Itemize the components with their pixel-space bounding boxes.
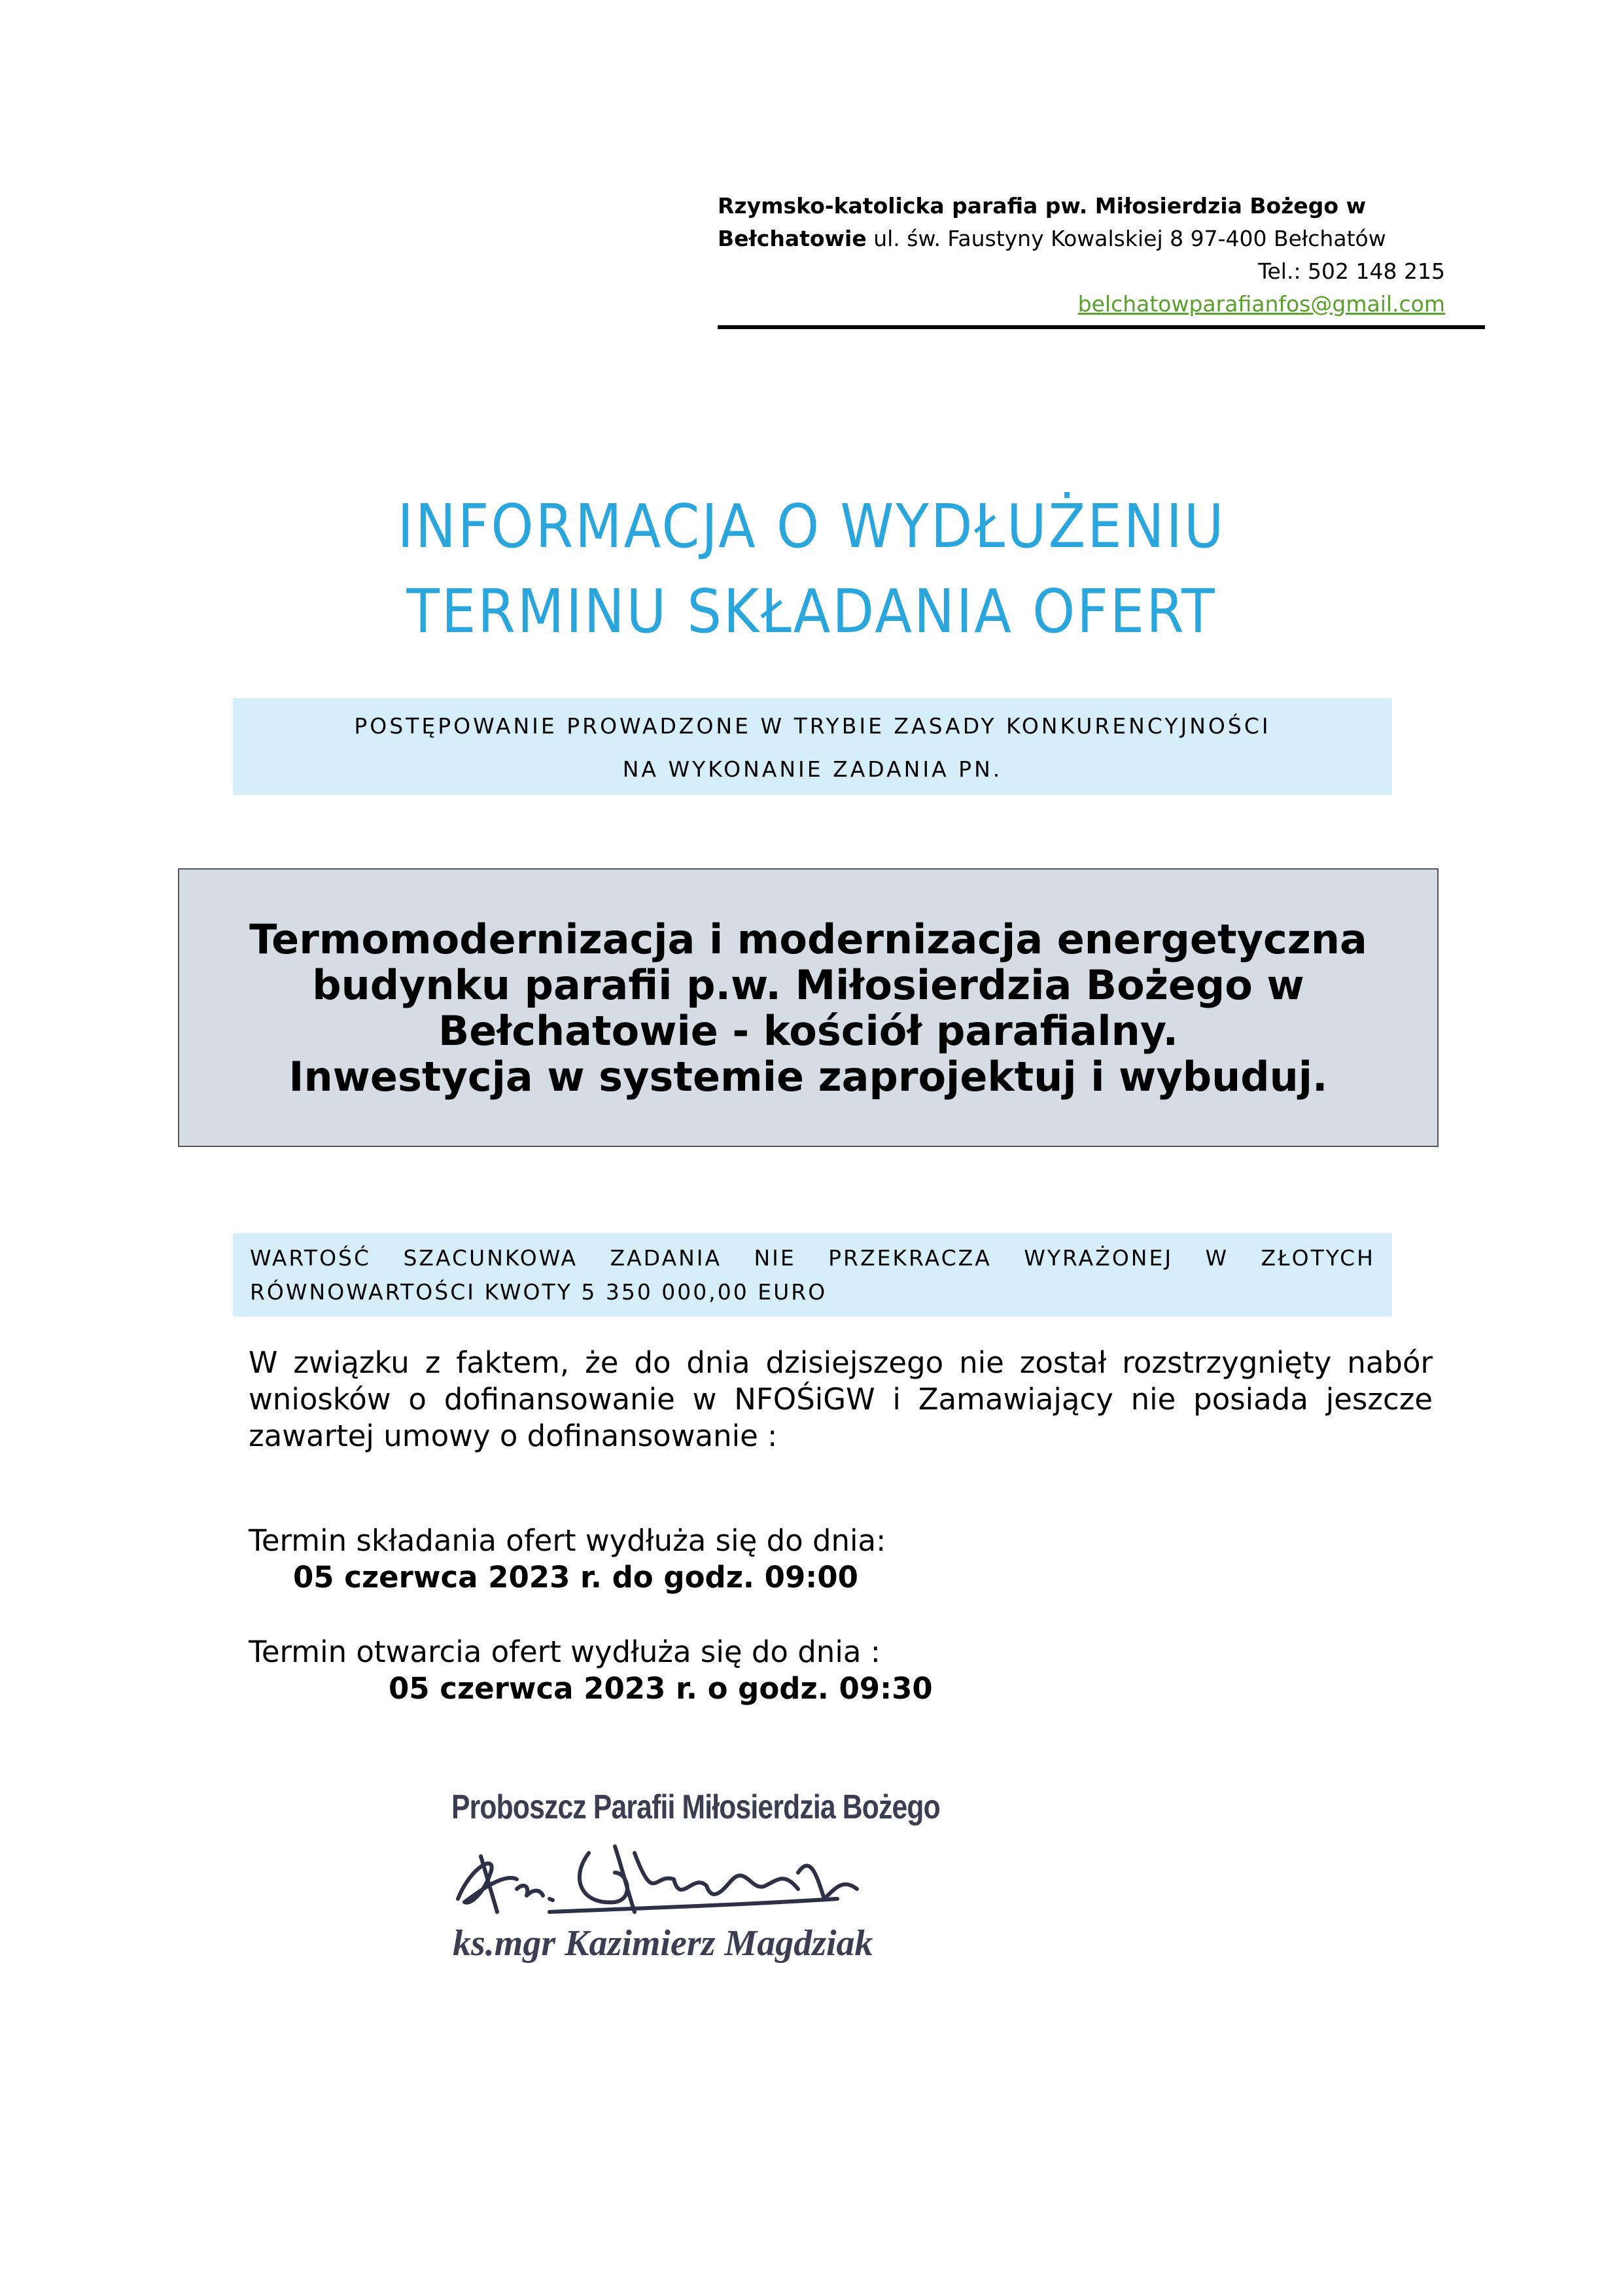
procedure-line-1: POSTĘPOWANIE PROWADZONE W TRYBIE ZASADY KONKURENCYJNOŚCI	[354, 713, 1271, 739]
parish-email-line	[718, 288, 1470, 321]
title-line-2: TERMINU SKŁADANIA OFERT	[406, 576, 1217, 646]
parish-phone: Tel.: 502 148 215	[1257, 258, 1445, 284]
opening-deadline-date: 05 czerwca 2023 r. o godz. 09:30	[389, 1671, 933, 1706]
value-line-2: RÓWNOWARTOŚCI KWOTY 5 350 000,00 EURO	[250, 1279, 828, 1305]
task-line-4: Inwestycja w systemie zaprojektuj i wybuduj.	[288, 1053, 1328, 1101]
stamp-title: Proboszcz Parafii Miłosierdzia Bożego	[451, 1788, 940, 1826]
estimated-value-band	[233, 1233, 1392, 1316]
signature-stamp	[419, 1775, 955, 1977]
paragraph-line-3: zawartej umowy o dofinansowanie :	[249, 1419, 778, 1453]
parish-header	[718, 190, 1470, 321]
document-title	[0, 484, 1623, 654]
stamp-name: ks.mgr Kazimierz Magdziak	[453, 1923, 873, 1964]
task-line-1: Termomodernizacja i modernizacja energetyczna	[249, 915, 1367, 963]
parish-name-line	[718, 190, 1470, 222]
title-line-1: INFORMACJA O WYDŁUŻENIU	[397, 491, 1226, 561]
parish-address-line	[718, 222, 1470, 255]
paragraph-line-2: wniosków o dofinansowanie w NFOŚiGW i Zamawiający nie posiada jeszcze	[249, 1382, 1433, 1417]
task-line-2: budynku parafii p.w. Miłosierdzia Bożego w	[312, 961, 1304, 1009]
task-title-box	[178, 868, 1439, 1147]
header-divider	[718, 325, 1485, 329]
submission-deadline-date: 05 czerwca 2023 r. do godz. 09:00	[293, 1560, 858, 1595]
parish-email-link[interactable]: belchatowparafianfos@gmail.com	[1077, 291, 1445, 317]
paragraph-line-1: W związku z faktem, że do dnia dzisiejszego nie został rozstrzygnięty nabór	[249, 1345, 1433, 1380]
opening-deadline-label: Termin otwarcia ofert wydłuża się do dnia :	[249, 1634, 881, 1669]
parish-city: Bełchatowie	[718, 226, 867, 251]
procedure-line-2: NA WYKONANIE ZADANIA PN.	[622, 756, 1003, 782]
value-line-1: WARTOŚĆ SZACUNKOWA ZADANIA NIE PRZEKRACZA WYRAŻONEJ W ZŁOTYCH	[250, 1245, 1375, 1271]
parish-address: ul. św. Faustyny Kowalskiej 8 97-400 Bełchatów	[866, 226, 1386, 251]
submission-deadline-label: Termin składania ofert wydłuża się do dnia:	[249, 1523, 886, 1558]
explanation-paragraph	[249, 1345, 1433, 1455]
procedure-band	[233, 698, 1392, 795]
task-line-3: Bełchatowie - kościół parafialny.	[438, 1007, 1179, 1055]
parish-name: Rzymsko-katolicka parafia pw. Miłosierdzia Bożego w	[718, 193, 1367, 219]
